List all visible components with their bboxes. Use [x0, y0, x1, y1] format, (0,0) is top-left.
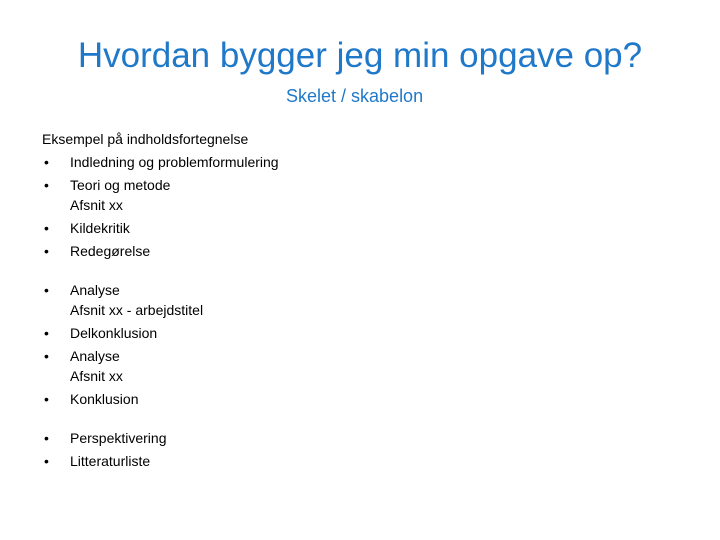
bullet-icon: •	[44, 325, 49, 341]
toc-item-analyse-1	[42, 280, 642, 320]
toc-item-label: Indledning og problemformulering	[70, 154, 279, 170]
toc-item-sublabel: Afsnit xx	[70, 197, 123, 213]
bullet-icon: •	[44, 177, 49, 193]
toc-item-label: Konklusion	[70, 391, 139, 407]
toc-item-teori	[42, 175, 642, 215]
slide-subtitle: Skelet / skabelon	[286, 86, 424, 106]
toc-heading: Eksempel på indholdsfortegnelse	[42, 131, 249, 147]
toc-item-kildekritik	[42, 218, 642, 238]
toc-item-sublabel: Afsnit xx - arbejdstitel	[70, 302, 204, 318]
slide-title: Hvordan bygger jeg min opgave op?	[77, 36, 643, 75]
toc-content	[42, 129, 642, 474]
bullet-icon: •	[44, 430, 49, 446]
toc-item-label: Litteraturliste	[70, 453, 151, 469]
toc-item-konklusion	[42, 389, 642, 409]
toc-item-redegoerelse	[42, 241, 642, 261]
bullet-icon: •	[44, 453, 49, 469]
bullet-icon: •	[44, 243, 49, 259]
toc-item-label: Analyse	[70, 348, 120, 364]
toc-item-litteraturliste	[42, 451, 642, 471]
toc-item-label: Analyse	[70, 282, 120, 298]
toc-item-label: Perspektivering	[70, 430, 167, 446]
bullet-icon: •	[44, 220, 49, 236]
bullet-icon: •	[44, 154, 49, 170]
toc-item-indledning	[42, 152, 642, 172]
bullet-icon: •	[44, 391, 49, 407]
toc-item-label: Kildekritik	[70, 220, 130, 236]
bullet-icon: •	[44, 282, 49, 298]
bullet-icon: •	[44, 348, 49, 364]
toc-item-analyse-2	[42, 346, 642, 386]
toc-item-delkonklusion	[42, 323, 642, 343]
toc-item-label: Delkonklusion	[70, 325, 158, 341]
toc-item-sublabel: Afsnit xx	[70, 368, 123, 384]
toc-item-label: Redegørelse	[70, 243, 151, 259]
toc-item-label: Teori og metode	[70, 177, 171, 193]
toc-item-perspektivering	[42, 428, 642, 448]
